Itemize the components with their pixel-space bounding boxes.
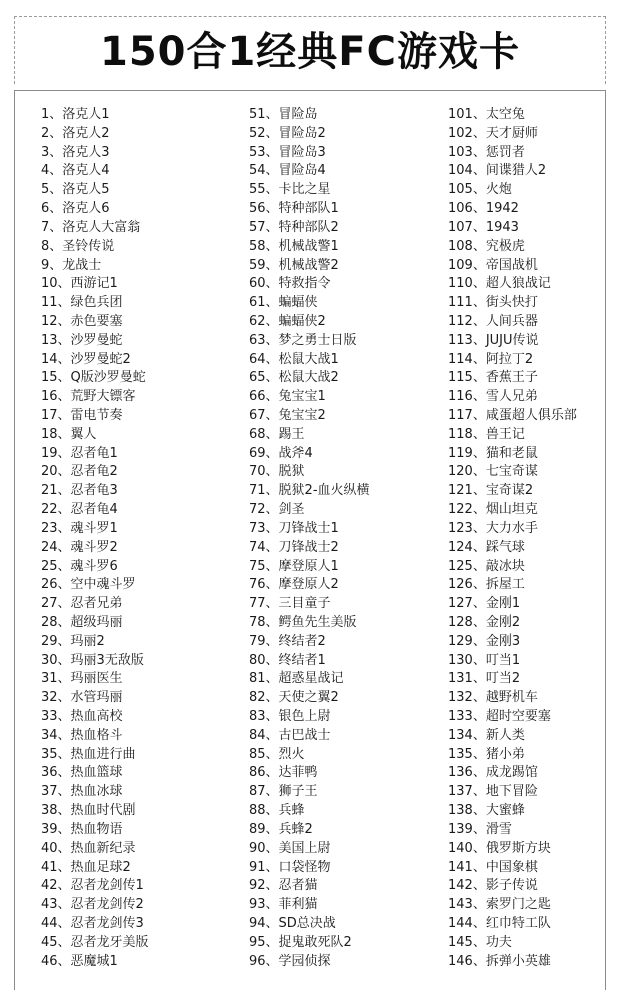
game-list-item: 92、忍者猫 — [249, 878, 318, 894]
game-list-item: 56、特种部队1 — [249, 201, 339, 217]
game-list-item: 60、特救指令 — [249, 276, 331, 292]
game-list-column-1 — [41, 106, 149, 971]
game-list-item: 71、脱狱2-血火纵横 — [249, 483, 370, 499]
game-list-item: 104、间谍猎人2 — [448, 163, 547, 179]
game-list-item: 130、叮当1 — [448, 652, 521, 668]
game-list-item: 108、究极虎 — [448, 238, 525, 254]
game-list-item: 117、咸蛋超人俱乐部 — [448, 408, 577, 423]
game-list-item: 44、忍者龙剑传3 — [41, 915, 144, 931]
game-list-item: 142、影子传说 — [448, 878, 538, 894]
game-list-item: 138、大蜜蜂 — [448, 803, 525, 819]
game-list-item: 102、天才厨师 — [448, 125, 538, 141]
game-list-item: 34、热血格斗 — [41, 727, 123, 743]
game-list-item: 14、沙罗曼蛇2 — [41, 351, 131, 367]
game-list-item: 84、古巴战士 — [249, 727, 331, 743]
game-list-item: 63、梦之勇士日版 — [249, 332, 357, 348]
game-list-item: 54、冒险岛4 — [249, 163, 326, 179]
game-list-item: 18、翼人 — [41, 426, 97, 442]
game-list-item: 88、兵蜂 — [249, 803, 305, 819]
game-list-item: 19、忍者龟1 — [41, 445, 118, 461]
game-list-item: 59、机械战警2 — [249, 257, 339, 273]
game-list-item: 40、热血新纪录 — [41, 840, 136, 856]
game-list-item: 90、美国上尉 — [249, 840, 331, 856]
game-list-item: 11、绿色兵团 — [41, 295, 123, 311]
game-list-item: 86、达菲鸭 — [249, 765, 318, 781]
game-list-item: 107、1943 — [448, 219, 519, 235]
game-list-item: 85、烈火 — [249, 746, 305, 762]
game-list-item: 51、冒险岛 — [249, 107, 318, 122]
game-list-item: 12、赤色要塞 — [41, 313, 123, 329]
game-list-item: 110、超人狼战记 — [448, 276, 551, 292]
game-list-item: 111、街头快打 — [448, 295, 538, 311]
game-list-item: 46、恶魔城1 — [41, 953, 118, 969]
game-list-item: 91、口袋怪物 — [249, 859, 331, 875]
game-list-item: 13、沙罗曼蛇 — [41, 332, 123, 348]
game-list-item: 103、惩罚者 — [448, 144, 525, 160]
game-list-item: 145、功夫 — [448, 934, 512, 950]
game-list-item: 123、大力水手 — [448, 520, 538, 536]
game-list-item: 131、叮当2 — [448, 671, 521, 687]
game-list-item: 116、雪人兄弟 — [448, 389, 538, 405]
game-list-item: 61、蝙蝠侠 — [249, 295, 318, 311]
game-list-item: 114、阿拉丁2 — [448, 351, 534, 367]
game-list-item: 39、热血物语 — [41, 821, 123, 837]
game-list-item: 22、忍者龟4 — [41, 502, 118, 518]
game-list-item: 128、金刚2 — [448, 614, 521, 630]
game-list-item: 28、超级玛丽 — [41, 614, 123, 630]
game-list-item: 135、猪小弟 — [448, 746, 525, 762]
game-list-item: 3、洛克人3 — [41, 144, 110, 160]
game-list-item: 58、机械战警1 — [249, 238, 339, 254]
game-list-item: 55、卡比之星 — [249, 182, 331, 198]
game-list-item: 17、雷电节奏 — [41, 408, 123, 423]
game-list-item: 35、热血进行曲 — [41, 746, 136, 762]
game-list-item: 29、玛丽2 — [41, 633, 105, 649]
game-list-item: 109、帝国战机 — [448, 257, 538, 273]
game-list-item: 16、荒野大镖客 — [41, 389, 136, 405]
game-list-item: 2、洛克人2 — [41, 125, 110, 141]
game-list-item: 76、摩登原人2 — [249, 577, 339, 593]
game-list-item: 4、洛克人4 — [41, 163, 110, 179]
game-list-item: 139、滑雪 — [448, 821, 512, 837]
game-list-item: 120、七宝奇谋 — [448, 464, 538, 480]
game-list-item: 83、银色上尉 — [249, 709, 331, 724]
game-list-item: 143、索罗门之匙 — [448, 897, 551, 913]
game-list-item: 94、SD总决战 — [249, 915, 336, 931]
game-list-item: 129、金刚3 — [448, 633, 521, 649]
game-list-item: 140、俄罗斯方块 — [448, 840, 551, 856]
game-list-item: 133、超时空要塞 — [448, 709, 551, 724]
game-list-item: 43、忍者龙剑传2 — [41, 897, 144, 913]
game-list-item: 112、人间兵器 — [448, 313, 538, 329]
game-list-item: 41、热血足球2 — [41, 859, 131, 875]
game-list-item: 8、圣铃传说 — [41, 238, 115, 254]
game-list-item: 122、烟山坦克 — [448, 502, 538, 518]
game-list-item: 25、魂斗罗6 — [41, 558, 118, 574]
game-list-item: 96、学园侦探 — [249, 953, 331, 969]
game-list-item: 70、脱狱 — [249, 464, 305, 480]
game-list-item: 101、太空兔 — [448, 107, 525, 122]
game-list-item: 45、忍者龙牙美版 — [41, 934, 149, 950]
game-list-item: 79、终结者2 — [249, 633, 326, 649]
game-list-item: 42、忍者龙剑传1 — [41, 878, 144, 894]
game-list-item: 134、新人类 — [448, 727, 525, 743]
game-list-item: 38、热血时代剧 — [41, 803, 136, 819]
page-title: 150合1经典FC游戏卡 — [99, 29, 520, 75]
game-list-item: 89、兵蜂2 — [249, 821, 313, 837]
game-list-item: 82、天使之翼2 — [249, 690, 339, 706]
game-list-item: 66、兔宝宝1 — [249, 389, 326, 405]
game-list-item: 144、红巾特工队 — [448, 915, 551, 931]
game-list-item: 78、鳄鱼先生美版 — [249, 614, 357, 630]
game-list-column-3 — [448, 106, 577, 971]
game-list-item: 137、地下冒险 — [448, 784, 538, 800]
game-list-item: 95、捉鬼敢死队2 — [249, 934, 352, 950]
game-list-item: 32、水管玛丽 — [41, 690, 123, 706]
game-list-item: 1、洛克人1 — [41, 107, 110, 122]
game-list-item: 75、摩登原人1 — [249, 558, 339, 574]
game-list-item: 26、空中魂斗罗 — [41, 577, 136, 593]
game-list-item: 81、超惑星战记 — [249, 671, 344, 687]
game-list-item: 127、金刚1 — [448, 596, 521, 612]
game-list-item: 118、兽王记 — [448, 426, 525, 442]
game-list-item: 72、剑圣 — [249, 502, 305, 518]
game-list-item: 37、热血冰球 — [41, 784, 123, 800]
game-list-item: 93、菲利猫 — [249, 897, 318, 913]
game-list-item: 69、战斧4 — [249, 445, 313, 461]
game-list-item: 146、拆弹小英雄 — [448, 953, 551, 969]
game-list-item: 20、忍者龟2 — [41, 464, 118, 480]
game-list-item: 105、火炮 — [448, 182, 512, 198]
game-list-item: 80、终结者1 — [249, 652, 326, 668]
game-list-item: 62、蝙蝠侠2 — [249, 313, 326, 329]
game-list-item: 15、Q版沙罗曼蛇 — [41, 370, 146, 386]
game-list-item: 73、刀锋战士1 — [249, 520, 339, 536]
game-list-item: 113、JUJU传说 — [448, 332, 539, 348]
game-list-item: 87、狮子王 — [249, 784, 318, 800]
game-list-column-2 — [249, 106, 370, 971]
game-list-item: 23、魂斗罗1 — [41, 520, 118, 536]
game-list-item: 6、洛克人6 — [41, 201, 110, 217]
game-list-item: 141、中国象棋 — [448, 859, 538, 875]
game-list-item: 53、冒险岛3 — [249, 144, 326, 160]
game-list-item: 30、玛丽3无敌版 — [41, 652, 144, 668]
game-list-item: 24、魂斗罗2 — [41, 539, 118, 555]
game-list-item: 21、忍者龟3 — [41, 483, 118, 499]
game-list-item: 115、香蕉王子 — [448, 370, 538, 386]
game-list-item: 36、热血篮球 — [41, 765, 123, 781]
game-list-item: 132、越野机车 — [448, 690, 538, 706]
game-list-item: 106、1942 — [448, 201, 519, 217]
game-list-item: 5、洛克人5 — [41, 182, 110, 198]
game-list-item: 33、热血高校 — [41, 709, 123, 724]
game-list-item: 74、刀锋战士2 — [249, 539, 339, 555]
game-list-item: 57、特种部队2 — [249, 219, 339, 235]
game-list-item: 52、冒险岛2 — [249, 125, 326, 141]
game-list-item: 9、龙战士 — [41, 257, 102, 273]
game-list-item: 121、宝奇谋2 — [448, 483, 534, 499]
game-list-item: 7、洛克人大富翁 — [41, 219, 141, 235]
game-list-item: 119、猫和老鼠 — [448, 445, 538, 461]
game-list-item: 67、兔宝宝2 — [249, 408, 326, 423]
game-list-item: 136、成龙踢馆 — [448, 765, 538, 781]
game-list-item: 31、玛丽医生 — [41, 671, 123, 687]
game-list-item: 65、松鼠大战2 — [249, 370, 339, 386]
game-list-item: 125、敲冰块 — [448, 558, 525, 574]
game-list-item: 10、西游记1 — [41, 276, 118, 292]
game-list-item: 27、忍者兄弟 — [41, 596, 123, 612]
game-list-item: 68、踢王 — [249, 426, 305, 442]
game-list-item: 126、拆屋工 — [448, 577, 525, 593]
game-list-item: 124、踩气球 — [448, 539, 525, 555]
game-list-item: 64、松鼠大战1 — [249, 351, 339, 367]
game-list-item: 77、三目童子 — [249, 596, 331, 612]
